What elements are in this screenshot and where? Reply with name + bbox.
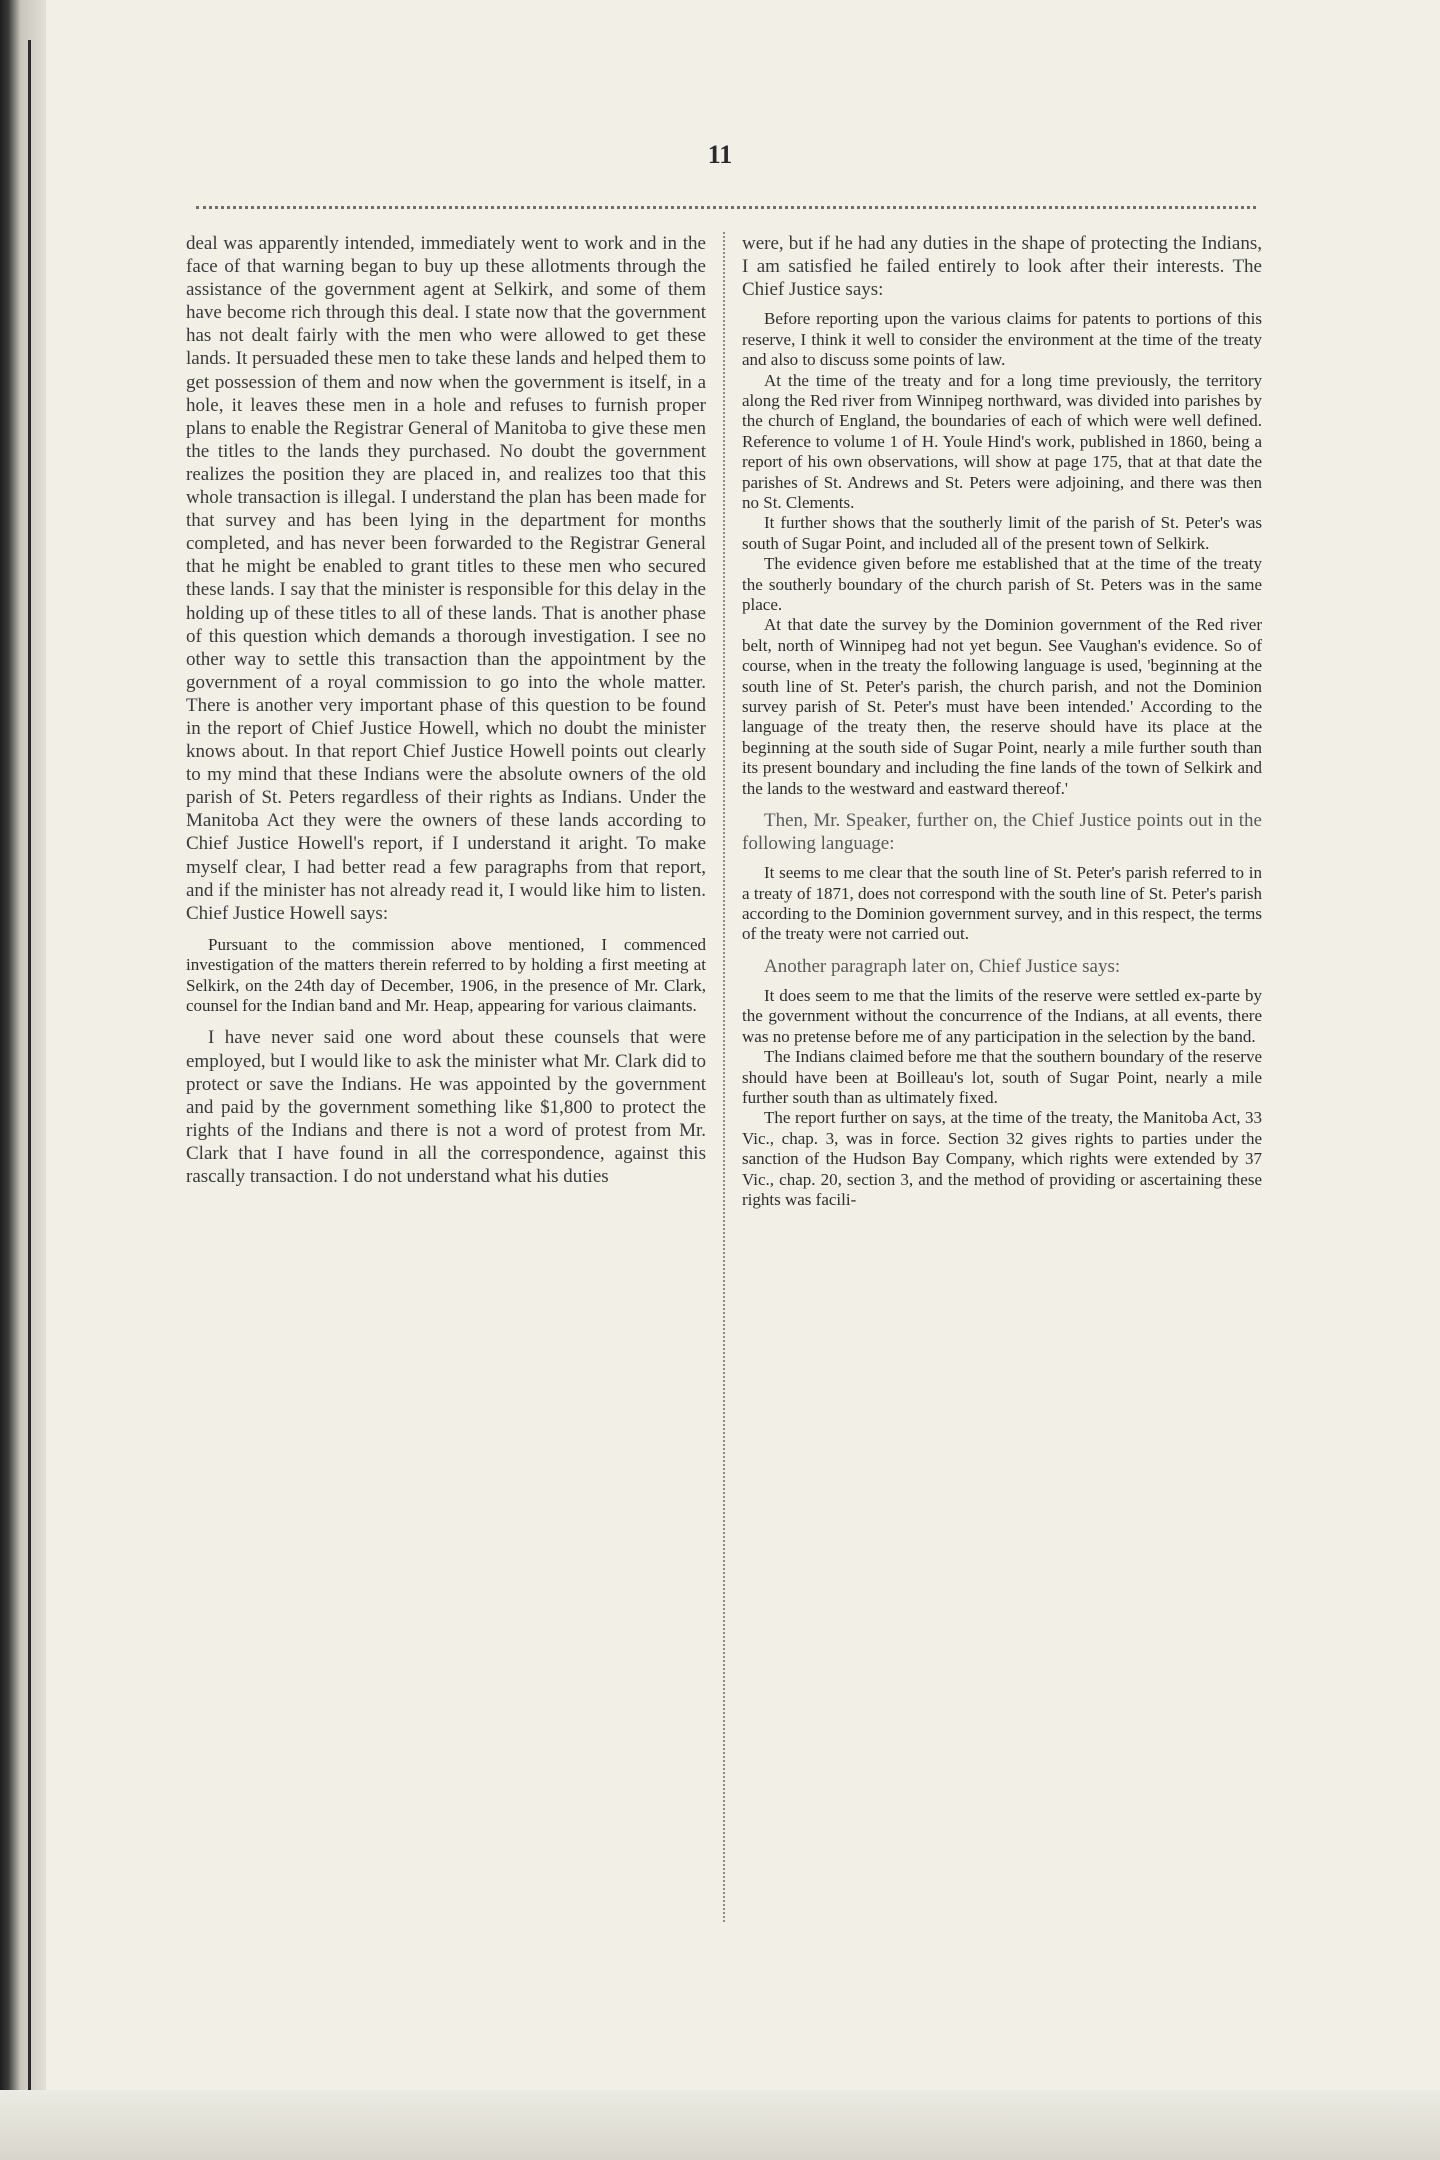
right-quote-8: The Indians claimed before me that the southern boundary of the reserve should have been at Boilleau's lot, south of Sugar Point, nearly a mile further south than as ultimately fixed. xyxy=(742,1047,1262,1107)
right-paragraph-2: Then, Mr. Speaker, further on, the Chief Justice points out in the following language: xyxy=(742,810,1262,855)
page-edge-line xyxy=(28,40,31,2120)
right-column xyxy=(742,232,1262,1210)
text-columns xyxy=(186,232,1262,1932)
left-paragraph-1: deal was apparently intended, immediately went to work and in the face of that warning began to buy up these allotments through the assistance of the government agent at Selkirk, and some of them have become rich through this deal. I state now that the government has not dealt fairly with the men who were allowed to get these lands. It persuaded these men to take these lands and helped them to get possession of them and now when the government is itself, in a hole, it leaves these men in a hole and refuses to furnish proper plans to enable the Registrar General of Manitoba to give these men the titles to the lands they purchased. No doubt the government realizes the position they are placed in, and realizes too that this whole transaction is illegal. I understand the plan has been made for that survey and has been lying in the department for months completed, and has never been forwarded to the Registrar General that he might be enabled to grant titles to these men who secured these lands. I say that the minister is responsible for this delay in the holding up of these titles to all of these lands. That is another phase of this question which demands a thorough investigation. I see no other way to settle this transaction than the appointment by the government of a royal commission to go into the whole matter. There is another very important phase of this question to be found in the report of Chief Justice Howell, which no doubt the minister knows about. In that report Chief Justice Howell points out clearly to my mind that these Indians were the absolute owners of the old parish of St. Peters regardless of their rights as Indians. Under the Manitoba Act they were the owners of these lands according to Chief Justice Howell's report, if I understand it aright. To make myself clear, I had better read a few paragraphs from that report, and if the minister has not already read it, I would like him to listen. Chief Justice Howell says: xyxy=(186,233,706,924)
page-binding-shadow xyxy=(0,0,46,2160)
right-quote-7: It does seem to me that the limits of the reserve were settled ex-parte by the government without the concurrence of the Indians, at all events, there was no pretense before me of any participation in the selection by the band. xyxy=(742,985,1262,1046)
right-quote-3: It further shows that the southerly limit of the parish of St. Peter's was south of Sugar Point, and included all of the present town of Selkirk. xyxy=(742,513,1262,553)
right-quote-4: The evidence given before me established that at the time of the treaty the southerly boundary of the church parish of St. Peters was in the same place. xyxy=(742,554,1262,614)
page-number: 11 xyxy=(707,140,733,169)
header-rule xyxy=(196,206,1256,209)
right-quote-9: The report further on says, at the time of the treaty, the Manitoba Act, 33 Vic., chap. 3, was in force. Section 32 gives rights to parties under the sanction of the Hudson Bay Company, which rights were extended by 37 Vic., chap. 20, section 3, and the method of providing or ascertaining these rights was facili- xyxy=(742,1108,1262,1209)
right-quote-1: Before reporting upon the various claims for patents to portions of this reserve, I think it well to consider the environment at the time of the treaty and also to discuss some points of law. xyxy=(742,309,1262,370)
column-divider xyxy=(723,232,725,1922)
left-quote-1: Pursuant to the commission above mentioned, I commenced investigation of the matters therein referred to by holding a first meeting at Selkirk, on the 24th day of December, 1906, in the presence of Mr. Clark, counsel for the Indian band and Mr. Heap, appearing for various claimants. xyxy=(186,934,706,1016)
right-paragraph-1: were, but if he had any duties in the shape of protecting the Indians, I am satisfied he failed entirely to look after their interests. The Chief Justice says: xyxy=(742,233,1262,301)
left-column xyxy=(186,232,706,1188)
left-paragraph-2: I have never said one word about these counsels that were employed, but I would like to ask the minister what Mr. Clark did to protect or save the Indians. He was appointed by the government and paid by the government something like $1,800 to protect the rights of the Indians and there is not a word of protest from Mr. Clark that I have found in all the correspondence, against this rascally transaction. I do not understand what his duties xyxy=(186,1027,706,1187)
right-quote-2: At the time of the treaty and for a long time previously, the territory along the Red river from Winnipeg northward, was divided into parishes by the church of England, the boundaries of each of which were well defined. Reference to volume 1 of H. Youle Hind's work, published in 1860, being a report of his own observations, will show at page 175, that at that date the parishes of St. Andrews and St. Peters were adjoining, and there was then no St. Clements. xyxy=(742,370,1262,512)
right-quote-6: It seems to me clear that the south line of St. Peter's parish referred to in a treaty of 1871, does not correspond with the south line of St. Peter's parish according to the Dominion government survey, and in this respect, the terms of the treaty were not carried out. xyxy=(742,863,1262,944)
right-paragraph-3: Another paragraph later on, Chief Justice says: xyxy=(764,955,1121,977)
right-quote-5: At that date the survey by the Dominion government of the Red river belt, north of Winnipeg had not yet begun. See Vaughan's evidence. So of course, when in the treaty the following language is used, 'beginning at the south line of St. Peter's parish, the church parish, and not the Dominion survey parish of St. Peter's must have been intended.' According to the language of the treaty then, the reserve should have its place at the beginning at the south side of Sugar Point, nearly a mile further south than its present boundary and including the fine lands of the town of Selkirk and the lands to the westward and eastward thereof.' xyxy=(742,615,1262,798)
page-bottom-margin xyxy=(0,2090,1440,2160)
